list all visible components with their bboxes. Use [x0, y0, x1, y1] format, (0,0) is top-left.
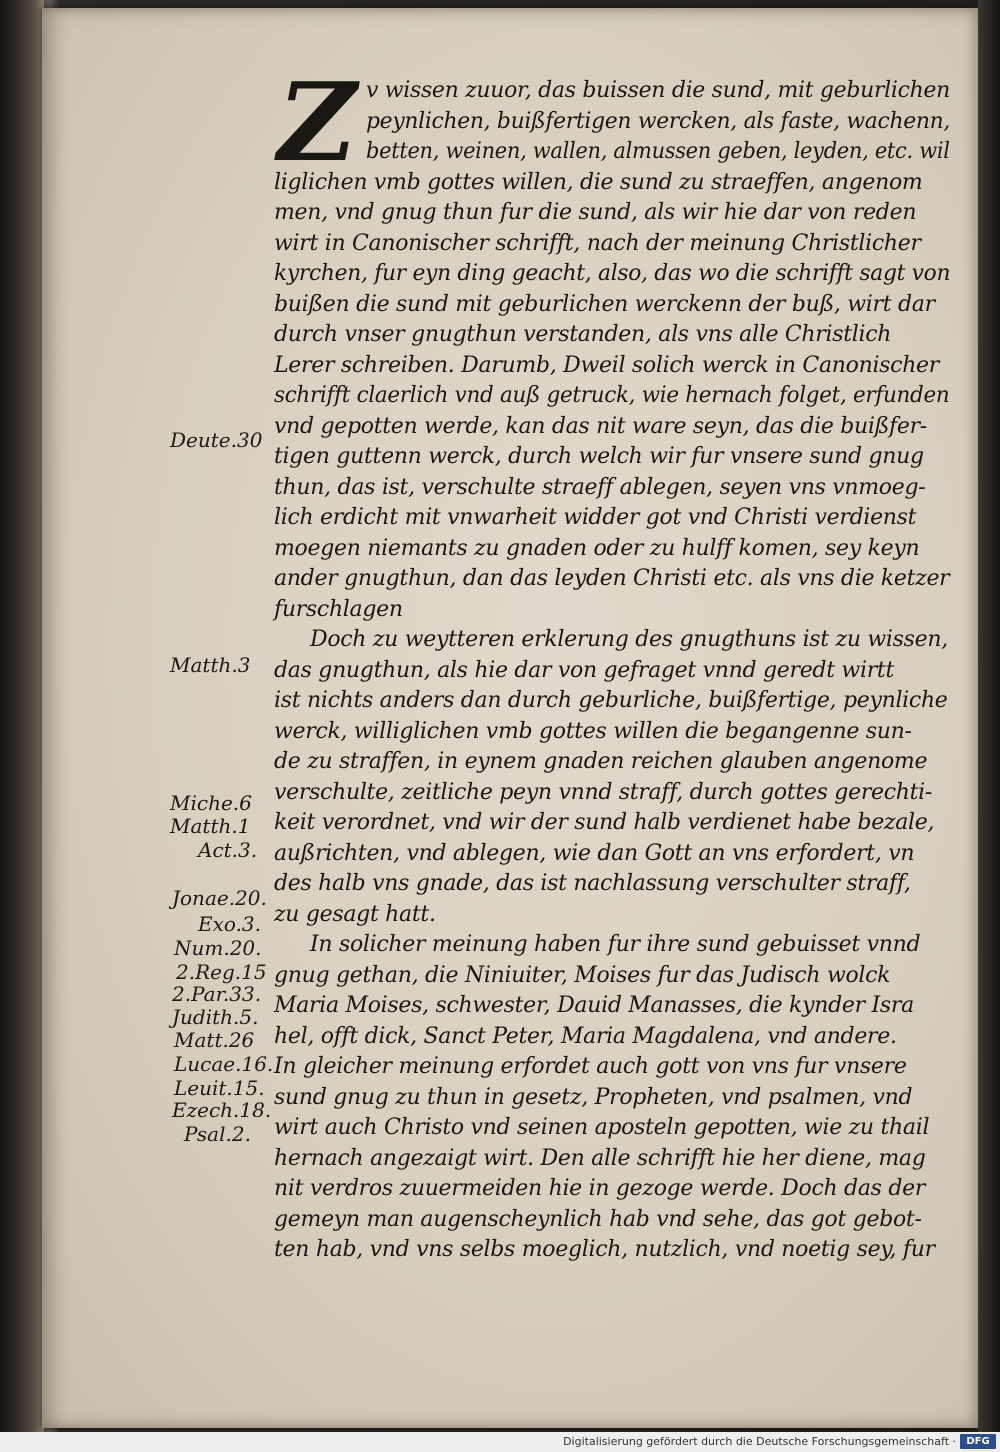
text-line: zu gesagt hatt.	[274, 901, 436, 927]
text-line: betten, weinen, wallen, almussen geben, leyden, etc. wil	[366, 139, 950, 164]
text-line: moegen niemants zu gnaden oder zu hulff komen, sey keyn	[274, 535, 920, 561]
decorated-initial: Z	[277, 60, 357, 186]
text-line: thun, das ist, verschulte straeff ablegen, seyen vns vnmoeg-	[274, 474, 926, 500]
text-line: v wissen zuuor, das buissen die sund, mit geburlichen	[366, 78, 950, 103]
text-line: In solicher meinung haben fur ihre sund gebuisset vnnd	[310, 932, 921, 957]
book-page	[42, 8, 978, 1428]
text-line: liglichen vmb gottes willen, die sund zu straeffen, angenom	[274, 169, 923, 195]
text-line: nit verdros zuuermeiden hie in gezoge werde. Doch das der	[274, 1176, 926, 1201]
text-line: tigen guttenn werck, durch welch wir fur vnsere sund gnug	[274, 444, 924, 469]
text-line: verschulte, zeitliche peyn vnnd straff, durch gottes gerechti-	[274, 779, 933, 805]
right-page-edge	[978, 0, 1000, 1432]
margin-note: Miche.6	[170, 791, 252, 815]
text-line: wirt auch Christo vnd seinen aposteln gepotten, wie zu thail	[274, 1115, 930, 1140]
margin-note: Act.3.	[198, 838, 258, 862]
margin-note: Leuit.15.	[174, 1076, 265, 1100]
margin-note: 2.Reg.15	[176, 960, 267, 984]
margin-note: Num.20.	[174, 936, 262, 960]
text-line: durch vnser gnugthun verstanden, als vns alle Christlich	[274, 322, 892, 347]
text-line: lich erdicht mit vnwarheit widder got vnd Christi verdienst	[274, 505, 917, 530]
text-line: wirt in Canonischer schrifft, nach der meinung Christlicher	[274, 230, 921, 256]
text-line: buißen die sund mit geburlichen werckenn der buß, wirt dar	[274, 291, 935, 317]
margin-note: Deute.30	[170, 428, 263, 452]
margin-note: Jonae.20.	[172, 886, 267, 910]
text-line: gnug gethan, die Niniuiter, Moises fur das Judisch wolck	[274, 962, 891, 988]
text-line: außrichten, vnd ablegen, wie dan Gott an vns erfordert, vn	[274, 840, 915, 866]
margin-note: 2.Par.33.	[172, 982, 262, 1006]
margin-note: Exo.3.	[198, 912, 262, 936]
text-line: vnd gepotten werde, kan das nit ware seyn, das die buißfer-	[274, 413, 927, 439]
text-line: werck, williglichen vmb gottes willen die begangenne sun-	[274, 718, 912, 744]
text-line: Lerer schreiben. Darumb, Dweil solich werck in Canonischer	[274, 352, 939, 378]
margin-note: Psal.2.	[184, 1122, 251, 1146]
text-line: In gleicher meinung erfordet auch gott von vns fur vnsere	[274, 1054, 907, 1079]
text-line: furschlagen	[274, 596, 403, 622]
text-line: ist nichts anders dan durch geburliche, buißfertige, peynliche	[274, 688, 948, 713]
footer-bar	[0, 1432, 1000, 1452]
margin-note: Judith.5.	[172, 1005, 259, 1029]
text-line: ander gnugthun, dan das leyden Christi etc. als vns die ketzer	[274, 566, 950, 591]
text-line: schrifft claerlich vnd auß getruck, wie hernach folget, erfunden	[274, 383, 950, 408]
margin-note: Matt.26	[174, 1028, 255, 1052]
text-line: ten hab, vnd vns selbs moeglich, nutzlich, vnd noetig sey, fur	[274, 1237, 935, 1262]
text-line: hernach angezaigt wirt. Den alle schrifft hie her diene, mag	[274, 1145, 926, 1171]
margin-note: Ezech.18.	[172, 1098, 272, 1122]
text-line: de zu straffen, in eynem gnaden reichen glauben angenome	[274, 749, 928, 774]
dfg-logo: DFG	[960, 1434, 996, 1449]
text-line: hel, offt dick, Sanct Peter, Maria Magdalena, vnd andere.	[274, 1023, 897, 1049]
margin-note: Matth.1	[170, 814, 251, 838]
text-line: Doch zu weytteren erklerung des gnugthuns ist zu wissen,	[310, 627, 948, 652]
margin-note: Lucae.16.	[174, 1052, 274, 1076]
text-line: peynlichen, buißfertigen wercken, als faste, wachenn,	[366, 108, 951, 134]
text-line: keit verordnet, vnd wir der sund halb verdienet habe bezale,	[274, 810, 935, 835]
text-line: kyrchen, fur eyn ding geacht, also, das wo die schrifft sagt von	[274, 261, 951, 286]
text-line: men, vnd gnug thun fur die sund, als wir hie dar von reden	[274, 200, 917, 225]
text-line: des halb vns gnade, das ist nachlassung verschulter straff,	[274, 871, 911, 896]
text-line: sund gnug zu thun in gesetz, Propheten, vnd psalmen, vnd	[274, 1084, 913, 1110]
margin-note: Matth.3	[170, 653, 251, 677]
text-line: Maria Moises, schwester, Dauid Manasses, die kynder Isra	[274, 993, 914, 1018]
text-line: gemeyn man augenscheynlich hab vnd sehe, das got gebot-	[274, 1206, 922, 1232]
book-binding-edge	[0, 0, 44, 1432]
text-line: das gnugthun, als hie dar von gefraget vnnd geredt wirtt	[274, 657, 894, 683]
funding-credit: Digitalisierung gefördert durch die Deutsche Forschungsgemeinschaft ·	[563, 1435, 956, 1448]
